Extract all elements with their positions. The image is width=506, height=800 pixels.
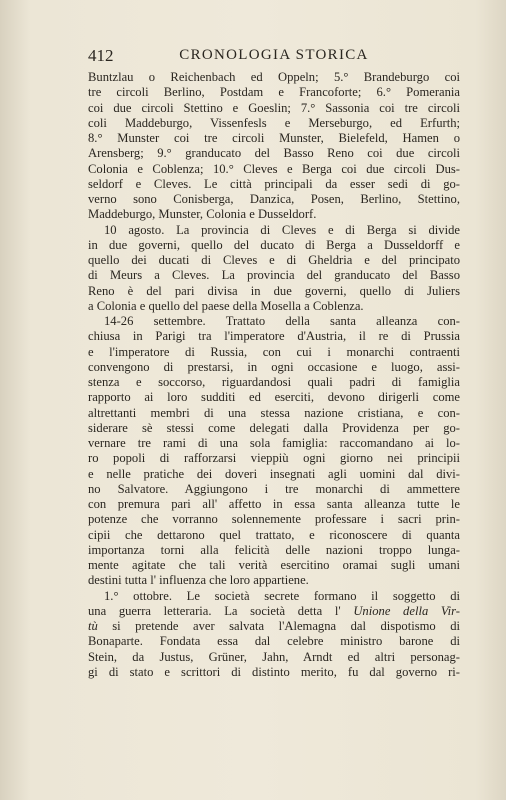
text-segment: e nelle pratiche dei doveri insegnati agli uomini dal divi- [88,466,460,481]
page-number: 412 [88,46,114,65]
text-segment: Stein, da Justus, Grüner, Jahn, Arndt ed altri personag- [88,649,460,664]
text-line [88,329,460,344]
text-line [88,634,460,649]
text-segment: si pretende aver salvata l'Alemagna dal dispotismo di [97,619,460,633]
text-line [88,512,460,527]
text-line [88,177,460,192]
text-line [88,543,460,558]
text-segment: importanza torni alla felicità delle nazioni troppo lunga- [88,542,460,557]
text-line [88,345,460,360]
text-segment: quello dei ducati di Cleves e di Gheldria e del principato [88,253,460,267]
text-segment: una guerra letteraria. La società detta l' [88,603,354,618]
text-segment: di Meurs a Cleves. La provincia del granducato del Basso [88,268,460,283]
text-segment: Arensberg; 9.° granducato del Basso Reno coi due circoli [88,146,460,161]
text-segment: altrettanti membri di una stessa nazione cristiana, e con- [88,405,460,420]
text-line [88,162,460,177]
text-line [88,70,460,85]
text-line [88,421,460,436]
text-line [88,528,460,543]
text-line [88,85,460,100]
text-segment: chiusa in Parigi tra l'imperatore d'Austria, il re di Prussia [88,329,460,344]
text-line [88,604,460,619]
text-segment: vernare tre rami di una sola famiglia: raccomandano ai lo- [88,436,460,450]
italic-segment: Unione della Vir- [353,603,460,618]
text-segment: con premura pari all' affetto in essa santa alleanza tutte le [88,497,460,511]
text-line [88,497,460,512]
text-segment: 1.° ottobre. Le società secrete formano il soggetto di [104,588,460,603]
text-segment: ro popoli di rafforzarsi vieppiù ogni giorno nei principii [88,451,460,466]
text-line [88,131,460,146]
text-segment: 10 agosto. La provincia di Cleves e di Berga si divide [104,222,460,237]
text-line [88,284,460,299]
text-line [88,223,460,238]
running-title: CRONOLOGIA STORICA [179,47,369,63]
page-header [88,46,460,68]
text-segment: seldorf e Cleves. Le città principali da esser sedi di go- [88,176,460,191]
text-segment: coi due circoli Stettino e Goeslin; 7.° Sassonia coi tre circoli [88,100,460,115]
text-line [88,360,460,375]
text-segment: Bonaparte. Fondata essa dal celebre ministro barone di [88,634,460,649]
text-line [88,101,460,116]
text-segment: Reno è del pari divisa in due governi, quello di Juliers [88,283,460,298]
text-segment: destini tutta l' influenza che loro appartiene. [88,573,309,588]
text-segment: a Colonia e quello del paese della Mosella a Coblenza. [88,298,364,313]
text-segment: Colonia e Coblenza; 10.° Cleves e Berga coi due circoli Dus- [88,161,460,176]
text-line [88,314,460,329]
text-line [88,451,460,466]
text-line [88,116,460,131]
text-line [88,268,460,283]
text-segment: in due governi, quello del ducato di Berga a Dusseldorff e [88,237,460,252]
text-segment: no Salvatore. Aggiungono i tre monarchi di ammettere [88,481,460,496]
text-line [88,589,460,604]
text-line [88,207,460,222]
text-line [88,406,460,421]
text-line [88,650,460,665]
text-segment: Buntzlau o Reichenbach ed Oppeln; 5.° Brandeburgo coi [88,70,460,84]
text-segment: gi di stato e scrittori di distinto merito, fu dal governo ri- [88,664,460,679]
text-line [88,436,460,451]
italic-segment: tù [88,619,98,633]
text-line [88,253,460,268]
text-line [88,467,460,482]
text-line [88,665,460,680]
text-line [88,299,460,314]
text-segment: verno sono Conisberga, Danzica, Posen, Berlino, Stettino, [88,192,460,206]
text-segment: e l'imperatore di Russia, con cui i monarchi contraenti [88,344,460,359]
text-segment: tre circoli Berlino, Postdam e Francoforte; 6.° Pomerania [88,85,460,100]
text-line [88,619,460,634]
text-line [88,390,460,405]
body-text [88,70,460,680]
text-line [88,573,460,588]
text-segment: 8.° Munster coi tre circoli Munster, Bielefeld, Hamen o [88,131,460,145]
text-line [88,375,460,390]
text-segment: potenze che vorranno solennemente professare i sacri prin- [88,512,460,527]
text-segment: Maddeburgo, Munster, Colonia e Dusseldorf. [88,207,317,222]
text-segment: 14-26 settembre. Trattato della santa alleanza con- [104,314,460,328]
text-segment: convengono di prestarsi, in ogni occasione e luogo, assi- [88,359,460,374]
text-segment: cipii che dettarono quel trattato, e riconoscere di quanta [88,527,460,542]
text-line [88,558,460,573]
text-segment: coli Maddeburgo, Vissenfesls e Merseburgo, ed Erfurth; [88,115,460,130]
text-segment: stenza e soccorso, riguardandosi quali padri di famiglia [88,375,460,389]
text-segment: siderare sè stessi come delegati dalla Providenza per go- [88,420,460,435]
text-segment: rapporto ai loro sudditi ed eserciti, devono dirigerli come [88,390,460,405]
text-line [88,238,460,253]
text-line [88,192,460,207]
text-line [88,146,460,161]
text-line [88,482,460,497]
text-segment: mente agitate che tali verità esercitino oramai sugli umani [88,558,460,572]
